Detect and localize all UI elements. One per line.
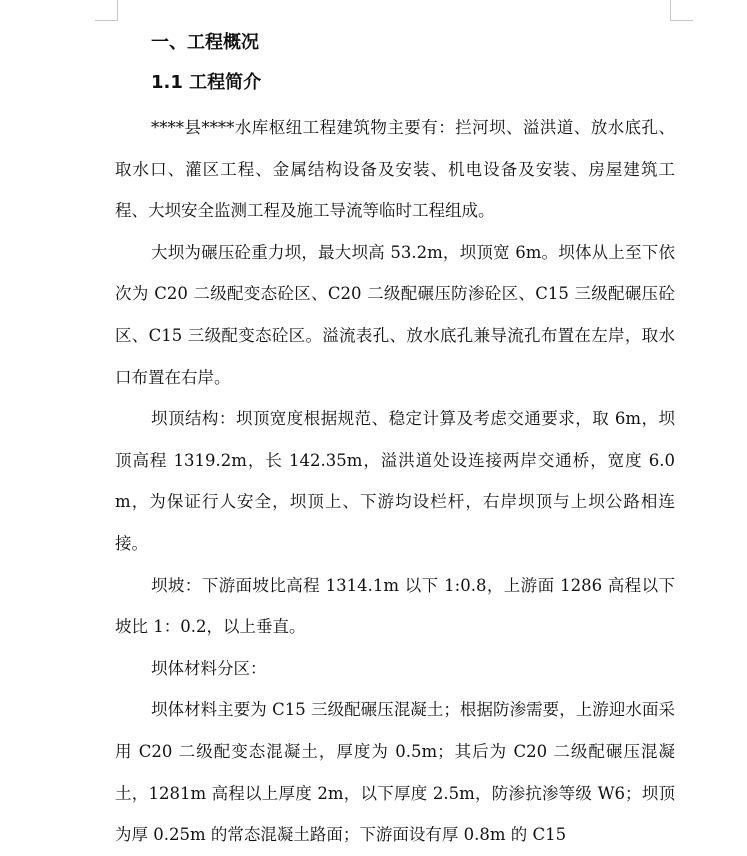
paragraph-crest-structure: 坝顶结构：坝顶宽度根据规范、稳定计算及考虑交通要求，取 6m，坝顶高程 1319.2m，长 142.35m，溢洪道处设连接两岸交通桥，宽度 6.0m，为保证行人安全，坝顶上、下游均设栏杆，右岸坝顶与上坝公路相连接。 (115, 409, 675, 553)
paragraph-material-zoning: 坝体材料主要为 C15 三级配碾压混凝土；根据防渗需要，上游迎水面采用 C20 二级配变态混凝土，厚度为 0.5m；其后为 C20 二级配碾压混凝土，1281m 高程以上厚度 2m，以下厚度 2.5m，防渗抗渗等级 W6；坝顶为厚 0.25m 的常态混凝土路面；下游面设有厚 0.8m 的 C15 (115, 700, 675, 845)
subsection-heading: 1.1 工程简介 (151, 72, 262, 93)
section-heading: 一、工程概况 (151, 32, 259, 53)
page-corner-mark-right (670, 0, 693, 21)
page-corner-mark-left (95, 0, 118, 21)
document-body (115, 28, 675, 856)
paragraph-dam-slope: 坝坡：下游面坡比高程 1314.1m 以下 1:0.8，上游面 1286 高程以下坡比 1：0.2，以上垂直。 (115, 575, 675, 637)
paragraph-dam-description: 大坝为碾压砼重力坝，最大坝高 53.2m，坝顶宽 6m。坝体从上至下依次为 C20 二级配变态砼区、C20 二级配碾压防渗砼区、C15 三级配碾压砼区、C15 三级配变态砼区。溢流表孔、放水底孔兼导流孔布置在左岸，取水口布置在右岸。 (115, 242, 675, 387)
paragraph-project-structures: ****县****水库枢纽工程建筑物主要有：拦河坝、溢洪道、放水底孔、取水口、灌区工程、金属结构设备及安装、机电设备及安装、房屋建筑工程、大坝安全监测工程及施工导流等临时工程组成。 (115, 118, 675, 221)
paragraph-material-zoning-title: 坝体材料分区： (151, 658, 267, 678)
